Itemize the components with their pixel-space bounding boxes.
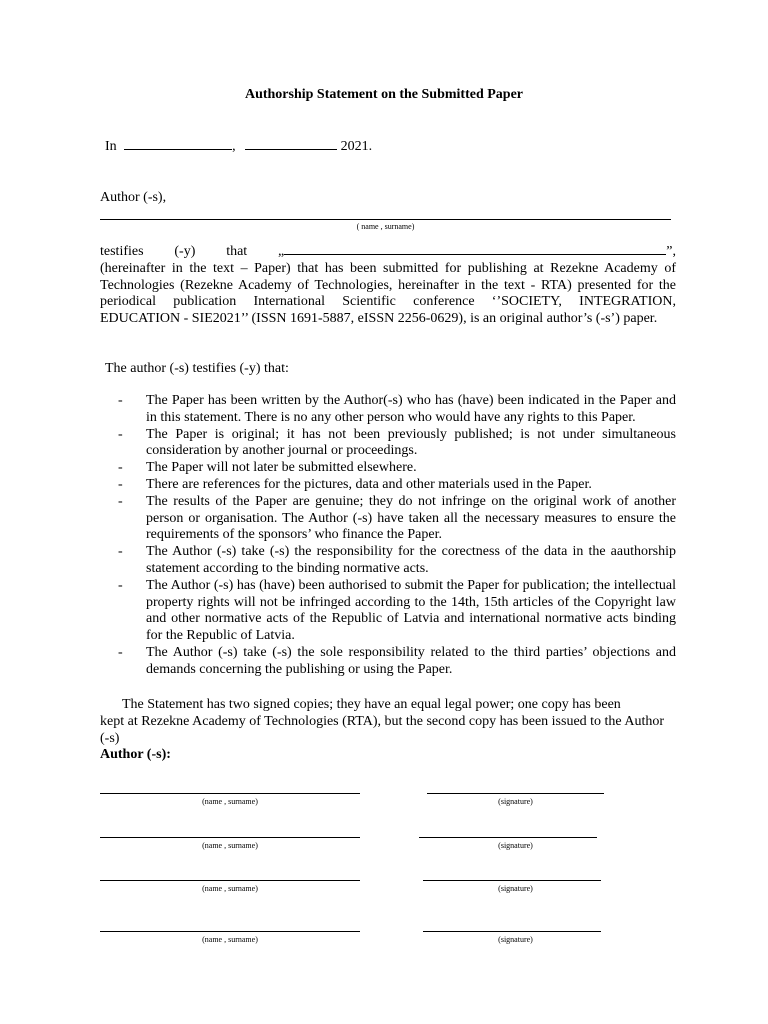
name-hint: (name , surname) (202, 935, 258, 944)
name-line[interactable] (100, 837, 360, 838)
testifies-word: testifies (100, 244, 144, 259)
list-item: - The Author (-s) take (-s) the sole responsibility related to the third parties’ objections and demands concerning the publishing or using the Paper. (118, 644, 676, 677)
date-blank[interactable] (245, 148, 337, 150)
year-text: 2021. (340, 139, 373, 154)
statement-first-line: The Statement has two signed copies; they have an equal legal power; one copy has been (122, 697, 621, 712)
author-label: Author (-s), (100, 190, 167, 205)
name-line[interactable] (100, 931, 360, 932)
statement-paragraph (100, 697, 676, 747)
name-hint: (name , surname) (202, 841, 258, 850)
statement-bullets (118, 393, 676, 679)
testifies-intro: The author (-s) testifies (-y) that: (105, 361, 289, 376)
in-label: In (105, 139, 117, 154)
signature-line[interactable] (419, 837, 597, 838)
signature-hint: (signature) (498, 797, 533, 806)
list-item: - The Paper is original; it has not been previously published; is not under simultaneous consideration by another journal or proceedings. (118, 426, 676, 459)
signature-row (0, 793, 768, 823)
testifies-first-line (100, 244, 676, 261)
signature-row (0, 931, 768, 961)
that-word: that (226, 244, 248, 259)
place-comma: , (232, 139, 236, 154)
name-hint: (name , surname) (202, 797, 258, 806)
signature-row (0, 880, 768, 910)
signature-hint: (signature) (498, 884, 533, 893)
list-item: - There are references for the pictures, data and other materials used in the Paper. (118, 476, 592, 492)
close-quote: ”, (666, 244, 676, 259)
name-line[interactable] (100, 880, 360, 881)
testifies-body: (hereinafter in the text – Paper) that has been submitted for publishing at Rezekne Academy of Technologies (Rezekne Academy of Technologies, hereinafter in the text - RTA) presented for the periodical publication International Scientific conference ‘’SOCIETY, INTEGRATION, EDUCATION - SIE2021’’ (ISSN 1691-5887, eISSN 2256-0629), is an original author’s (-s’) paper. (100, 260, 676, 327)
signature-line[interactable] (423, 931, 601, 932)
list-item: - The Paper has been written by the Author(-s) who has (have) been indicated in the Paper and in this statement. There is no any other person who would have any rights to this Paper. (118, 393, 676, 425)
signature-line[interactable] (427, 793, 604, 794)
statement-rest: kept at Rezekne Academy of Technologies (RTA), but the second copy has been issued to the Author (-s) (100, 713, 665, 746)
signature-hint: (signature) (498, 935, 533, 944)
testifies-suffix: (-y) (174, 244, 196, 259)
paper-title-field[interactable] (278, 244, 676, 261)
list-item: - The Paper will not later be submitted elsewhere. (118, 460, 417, 476)
name-line[interactable] (100, 793, 360, 794)
place-blank[interactable] (124, 148, 232, 150)
name-hint: (name , surname) (202, 884, 258, 893)
list-item: - The results of the Paper are genuine; they do not infringe on the original work of another person or organisation. The Author (-s) have taken all the necessary measures to ensure the requirements of the sponsors’ who finance the Paper. (118, 493, 676, 543)
list-item: - The Author (-s) has (have) been authorised to submit the Paper for publication; the intellectual property rights will not be infringed according to the 14th, 15th articles of the Copyright law and other normative acts of the Republic of Latvia and international normative acts binding for the Republic of Latvia. (118, 577, 676, 644)
signature-line[interactable] (423, 880, 601, 881)
author-name-line[interactable] (100, 219, 671, 220)
signature-hint: (signature) (498, 841, 533, 850)
list-item: - The Author (-s) take (-s) the responsibility for the corectness of the data in the aauthorship statement according to the binding normative acts. (118, 544, 676, 576)
open-quote: „ (278, 244, 285, 259)
document-title: Authorship Statement on the Submitted Paper (244, 87, 524, 102)
paper-title-blank[interactable] (284, 253, 666, 255)
signature-row (0, 837, 768, 867)
testifies-paragraph (100, 244, 676, 328)
authors-heading: Author (-s): (100, 747, 171, 762)
author-name-hint: ( name , surname) (356, 222, 415, 231)
place-date-line (105, 139, 372, 155)
